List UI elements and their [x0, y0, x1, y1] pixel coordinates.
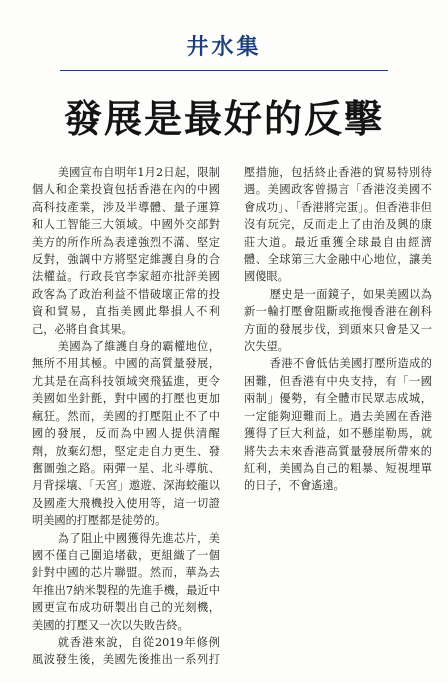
article-paragraph: 為了阻止中國獲得先進芯片，美國不僅自己圍追堵截，更組織了一個針對中國的芯片聯盟。然而，華為去年推出7納米製程的先進手機，最近中國更宣布成功研製出自己的光刻機，美國的打壓又一次以失敗告終。 — [32, 531, 220, 632]
article-paragraph: 就香港來說，自從2019年修例風波發生後，美國先後推出一系列打壓措施，包括終止香港的貿易特別待遇。美國政客曾揚言「香港沒美國不會成功」、「香港將完蛋」。但香港非但沒有玩完，反而走上了由治及興的康莊大道。最近重獲全球最自由經濟體、全球第三大金融中心地位，讓美國傻眼。 — [32, 166, 432, 667]
column-name-header — [0, 30, 448, 61]
column-name: 井水集 — [186, 35, 262, 60]
article-body — [32, 164, 432, 679]
header-divider — [60, 70, 388, 71]
article-paragraph: 香港不會低估美國打壓所造成的困難，但香港有中央支持，有「一國兩制」優勢，有全體市民眾志成城，一定能夠迎難而上。過去美國在香港獲得了巨大利益，如不懸崖勒馬，就將失去未來香港高質量發展所帶來的紅利，美國為自己的粗暴、短視埋單的日子，不會遙遠。 — [244, 357, 432, 493]
headline: 發展是最好的反擊 — [63, 96, 384, 141]
article-paragraph: 美國宣布自明年1月2日起，限制個人和企業投資包括香港在內的中國高科技產業，涉及半導體、量子運算和人工智能三大領域。中國外交部對美方的所作所為表達強烈不滿、堅定反對，強調中方將堅定維護自身的合法權益。行政長官李家超亦批評美國政客為了政治利益不惜破壞正常的投資和貿易，直指美國此舉損人不利己，必將自食其果。 — [32, 166, 220, 336]
article-paragraph: 歷史是一面鏡子，如果美國以為新一輪打壓會阻斷或拖慢香港在創科方面的發展步伐，到頭來只會是又一次失望。 — [244, 287, 432, 354]
article-paragraph: 美國為了維護自身的霸權地位，無所不用其極。中國的高質量發展，尤其是在高科技領域突飛猛進，更令美國如坐針氈，對中國的打壓也更加瘋狂。然而，美國的打壓阻止不了中國的發展，反而為中國人提供清醒劑，放棄幻想，堅定走自力更生、發奮圖強之路。兩彈一星、北斗導航、月背採壤、「天宮」遨遊、深海蛟龍以及國產大飛機投入使用等，這一切證明美國的打壓都是徒勞的。 — [32, 340, 220, 528]
